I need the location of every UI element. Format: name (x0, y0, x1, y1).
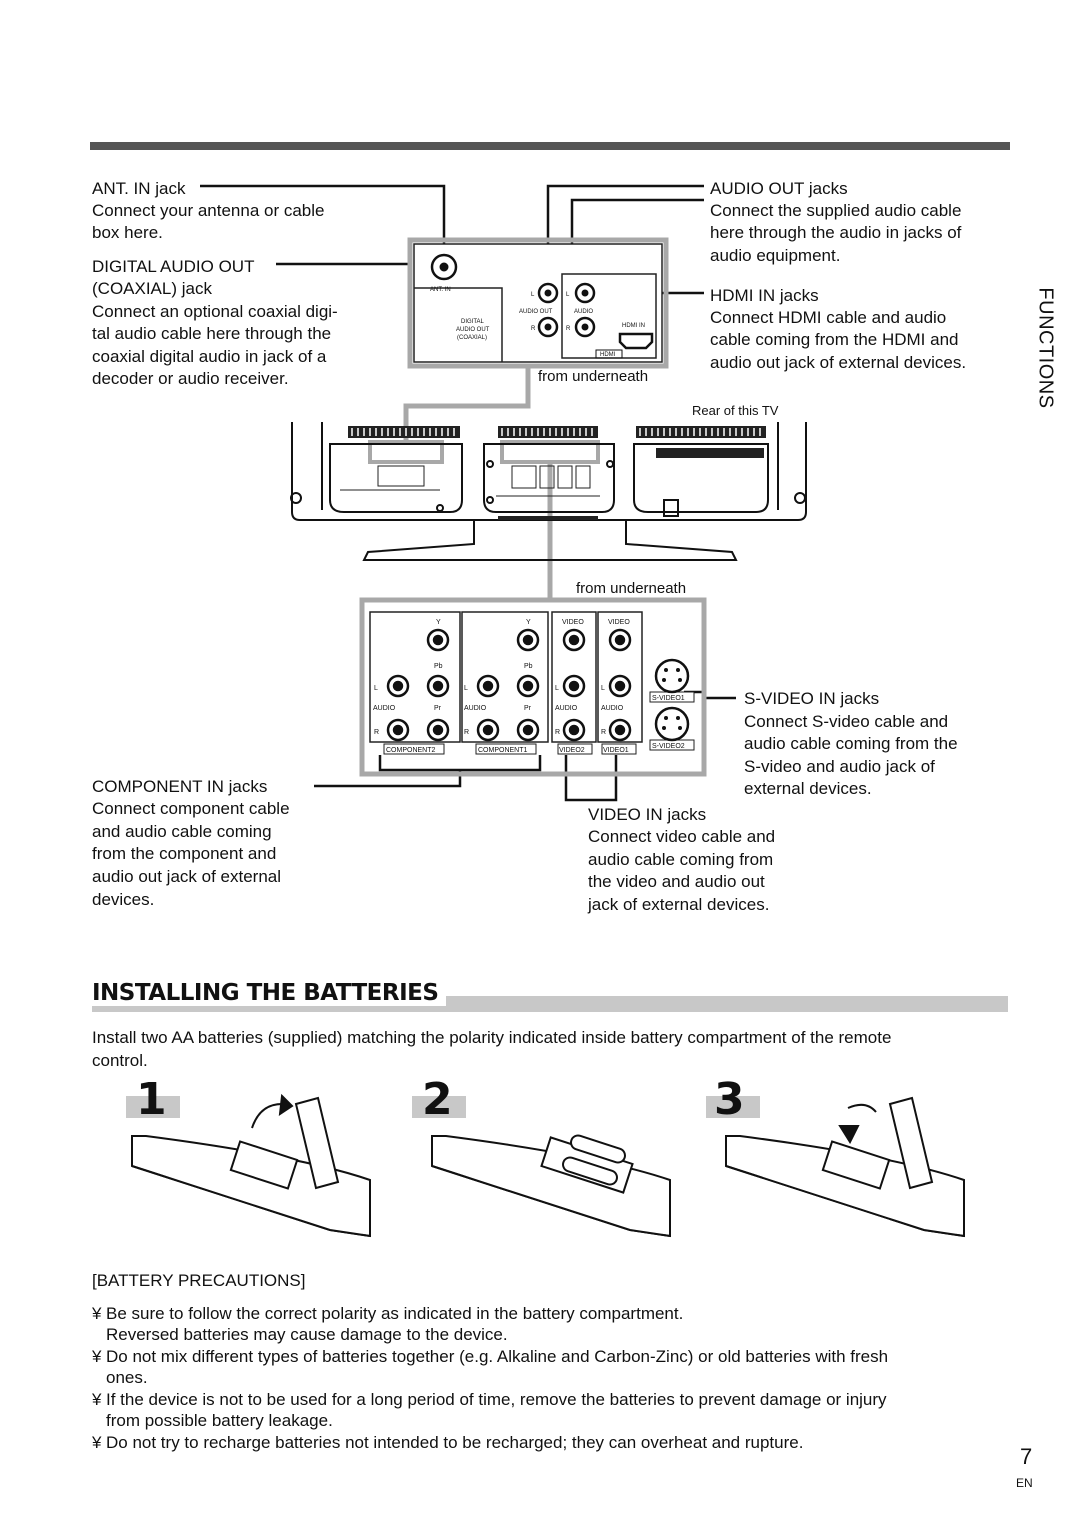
precaution-1-line-2: Reversed batteries may cause damage to the device. (106, 1325, 508, 1344)
section-tab-label: FUNCTIONS (1034, 287, 1057, 409)
label-l-top: L (531, 292, 535, 298)
label-digital: DIGITAL (461, 319, 484, 325)
bullet: ¥ (92, 1347, 102, 1366)
video-in-line-1: Connect video cable and (588, 827, 776, 846)
label-y-2: Y (526, 619, 531, 626)
label-video-2: VIDEO (608, 619, 630, 626)
precaution-3-line-2: from possible battery leakage. (106, 1411, 333, 1430)
label-l-b4: L (601, 685, 605, 692)
label-audio-out-mid: AUDIO OUT (519, 309, 553, 315)
label-audio-v1: AUDIO (601, 705, 624, 712)
label-s-video1: S-VIDEO1 (652, 695, 685, 702)
label-component1: COMPONENT1 (478, 747, 528, 754)
video-in-line-2: audio cable coming from (588, 850, 774, 869)
audio-out-line-3: audio equipment. (710, 246, 841, 265)
hdmi-in-title: HDMI IN jacks (710, 286, 819, 305)
intro-line-2: control. (92, 1051, 148, 1070)
label-hdmi: HDMI (600, 352, 616, 358)
label-r-b2: R (464, 729, 470, 736)
precaution-4-line-1: Do not try to recharge batteries not intended to be recharged; they can overheat and rupture. (106, 1433, 804, 1452)
component-in-title: COMPONENT IN jacks (92, 777, 268, 796)
label-l-b1: L (374, 685, 378, 692)
audio-out-title: AUDIO OUT jacks (710, 179, 848, 198)
label-audio-v2: AUDIO (555, 705, 578, 712)
s-video-in-line-4: external devices. (744, 779, 872, 798)
label-r-b1: R (374, 729, 380, 736)
s-video-in-line-1: Connect S-video cable and (744, 712, 949, 731)
label-pb-2: Pb (524, 663, 533, 670)
precaution-item (92, 1432, 1012, 1453)
label-audio-out-small: AUDIO OUT (456, 327, 490, 333)
ant-in-line-1: Connect your antenna or cable (92, 201, 325, 220)
hdmi-in-line-1: Connect HDMI cable and audio (710, 308, 947, 327)
label-l-top2: L (566, 292, 570, 298)
label-l-b2: L (464, 685, 468, 692)
precaution-item (92, 1303, 1012, 1345)
ant-in-line-2: box here. (92, 223, 163, 242)
label-r-b3: R (555, 729, 561, 736)
video-in-line-4: jack of external devices. (588, 895, 770, 914)
digital-audio-out-title2: (COAXIAL) jack (92, 279, 212, 298)
page-number: 7 (1020, 1444, 1033, 1469)
component-in-line-3: from the component and (92, 844, 277, 863)
precaution-1-line-1: Be sure to follow the correct polarity as indicated in the battery compartment. (106, 1304, 684, 1323)
bullet: ¥ (92, 1433, 102, 1452)
digital-audio-out-line-2: tal audio cable here through the (92, 324, 332, 343)
label-pr-1: Pr (434, 705, 441, 712)
section-title: INSTALLING THE BATTERIES (92, 980, 446, 1006)
label-component2: COMPONENT2 (386, 747, 436, 754)
hdmi-in-line-3: audio out jack of external devices. (710, 353, 967, 372)
label-video1: VIDEO1 (603, 747, 629, 754)
label-audio-top: AUDIO (574, 309, 594, 315)
label-y-1: Y (436, 619, 441, 626)
ant-in-title: ANT. IN jack (92, 179, 186, 198)
label-l-b3: L (555, 685, 559, 692)
digital-audio-out-line-1: Connect an optional coaxial digi- (92, 302, 338, 321)
bullet: ¥ (92, 1304, 102, 1323)
precaution-item (92, 1389, 1012, 1431)
label-coaxial: (COAXIAL) (457, 335, 488, 341)
component-in-line-2: and audio cable coming (92, 822, 272, 841)
remote-step-3-illustration (726, 1098, 964, 1236)
label-video2: VIDEO2 (559, 747, 585, 754)
label-audio-c1: AUDIO (464, 705, 487, 712)
label-r-b4: R (601, 729, 607, 736)
audio-out-line-2: here through the audio in jacks of (710, 223, 962, 242)
digital-audio-out-line-3: coaxial digital audio in jack of a (92, 347, 327, 366)
hdmi-in-line-2: cable coming from the HDMI and (710, 330, 959, 349)
precaution-3-line-1: If the device is not to be used for a long period of time, remove the batteries to prevent damage or injury (106, 1390, 887, 1409)
video-in-line-3: the video and audio out (588, 872, 765, 891)
audio-out-line-1: Connect the supplied audio cable (710, 201, 962, 220)
precautions-heading: [BATTERY PRECAUTIONS] (92, 1271, 306, 1290)
label-audio-c2: AUDIO (373, 705, 396, 712)
label-pb-1: Pb (434, 663, 443, 670)
label-pr-2: Pr (524, 705, 531, 712)
component-in-line-4: audio out jack of external (92, 867, 282, 886)
rear-of-tv-label: Rear of this TV (692, 403, 779, 418)
step-2-number: 2 (422, 1074, 453, 1125)
label-ant-in: ANT. IN (430, 287, 451, 293)
label-video-1: VIDEO (562, 619, 584, 626)
s-video-in-title: S-VIDEO IN jacks (744, 689, 880, 708)
language-label: EN (1016, 1476, 1033, 1490)
step-3-number: 3 (714, 1074, 745, 1125)
label-r-top: R (531, 326, 536, 332)
precaution-2-line-1: Do not mix different types of batteries together (e.g. Alkaline and Carbon-Zinc) or old batteries with fresh (106, 1347, 889, 1366)
remote-step-2-illustration (432, 1134, 670, 1236)
bullet: ¥ (92, 1390, 102, 1409)
precaution-2-line-2: ones. (106, 1368, 148, 1387)
digital-audio-out-title: DIGITAL AUDIO OUT (92, 257, 255, 276)
digital-audio-out-line-4: decoder or audio receiver. (92, 369, 289, 388)
video-in-title: VIDEO IN jacks (588, 805, 707, 824)
from-underneath-bottom: from underneath (576, 580, 687, 597)
from-underneath-top: from underneath (538, 368, 649, 385)
label-s-video2: S-VIDEO2 (652, 743, 685, 750)
precaution-item (92, 1346, 1012, 1388)
component-in-line-5: devices. (92, 890, 155, 909)
label-r-top2: R (566, 326, 571, 332)
label-hdmi-in: HDMI IN (622, 323, 645, 329)
intro-line-1: Install two AA batteries (supplied) matching the polarity indicated inside battery compartment of the remote (92, 1028, 892, 1047)
s-video-in-line-3: S-video and audio jack of (744, 757, 935, 776)
component-in-line-1: Connect component cable (92, 799, 290, 818)
s-video-in-line-2: audio cable coming from the (744, 734, 958, 753)
step-1-number: 1 (136, 1074, 167, 1125)
